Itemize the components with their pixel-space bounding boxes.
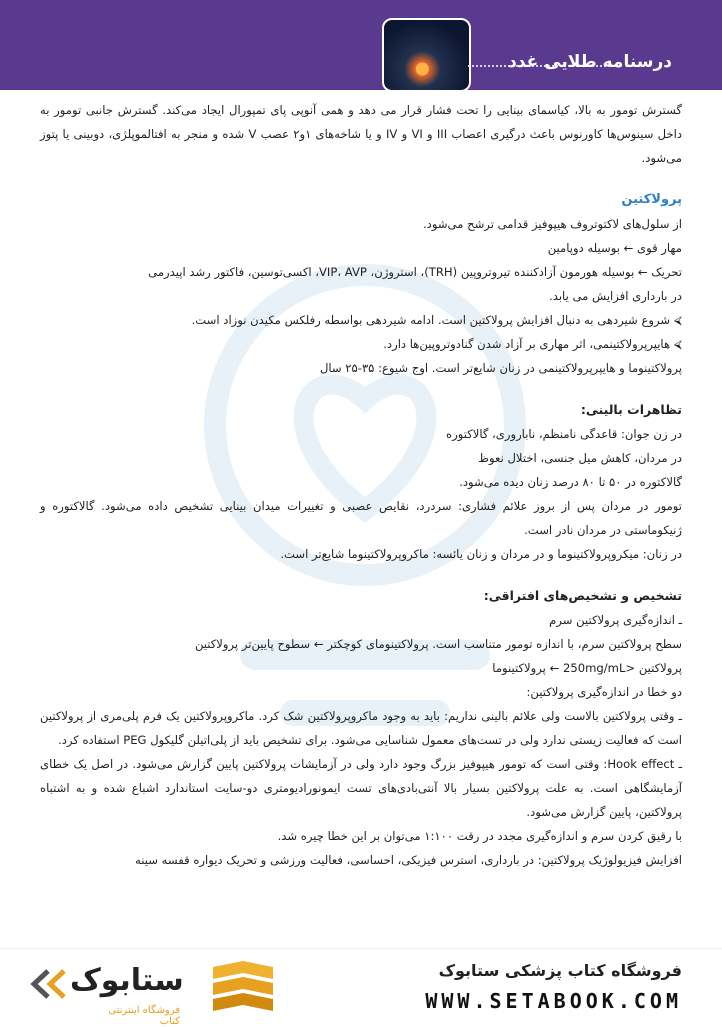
clinical-line: تومور در مردان پس از بروز علائم فشاری: سردرد، نقایص عصبی و تغییرات میدان بینایی تشخیص داده می‌شود. گالاکتوره و ژنیکوماستی در مردان نادر است.: [40, 499, 682, 537]
prolactin-line: ⮘ شروع شیردهی به دنبال افزایش پرولاکتین است. ادامه شیردهی بواسطه رفلکس مکیدن نوزاد است.: [191, 313, 682, 327]
diagnosis-line: افزایش فیزیولوژیک پرولاکتین: در بارداری، استرس فیزیکی، احساسی، فعالیت ورزشی و تحریک دیواره قفسه سینه: [135, 853, 682, 867]
shop-name: فروشگاه کتاب پزشکی ستابوک: [438, 961, 682, 980]
diagnosis-line: پرولاکتین <250mg/mL ← پرولاکتینوما: [492, 661, 682, 675]
diagnosis-line: با رقیق کردن سرم و اندازه‌گیری مجدد در رقت ۱:۱۰۰ می‌توان بر این خطا چیره شد.: [277, 829, 682, 843]
shop-url[interactable]: WWW.SETABOOK.COM: [425, 989, 682, 1013]
prolactin-line: ⮘ هایپرپرولاکتینمی، اثر مهاری بر آزاد شدن گنادوتروپین‌ها دارد.: [383, 337, 682, 351]
section-title-diagnosis: تشخیص و تشخیص‌های افتراقی:: [483, 588, 682, 603]
clinical-line: در مردان، کاهش میل جنسی، اختلال نعوظ: [478, 451, 682, 465]
prolactin-line: پرولاکتینوما و هایپرپرولاکتینمی در زنان شایع‌تر است. اوج شیوع: ۳۵-۲۵ سال: [319, 361, 682, 375]
diagnosis-line: ـ اندازه‌گیری پرولاکتین سرم: [549, 613, 682, 627]
prolactin-line: در بارداری افزایش می یابد.: [549, 289, 682, 303]
diagnosis-line: ـ وقتی پرولاکتین بالاست ولی علائم بالینی نداریم: باید به وجود ماکروپرولاکتین شک کرد. ماکروپرولاکتین یک فرم پلی‌مری از پرولاکتین است که فعالیت زیستی ندارد ولی در تست‌های معمول شناسایی می‌شود. برای تشخیص باید از پلی‌اتیلن گلیکول PEG استفاده کرد.: [40, 709, 682, 747]
page-footer: [0, 948, 722, 1025]
clinical-line: در زنان: میکروپرولاکتینوما و در مردان و زنان یائسه: ماکروپرولاکتینوما شایع‌تر است.: [280, 547, 682, 561]
diagnosis-line: سطح پرولاکتین سرم، با اندازه تومور متناسب است. پرولاکتینومای کوچکتر ← سطوح پایین‌تر پرولاکتین: [194, 637, 682, 651]
clinical-line: گالاکتوره در ۵۰ تا ۸۰ درصد زنان دیده می‌شود.: [459, 475, 682, 489]
section-title-clinical: تظاهرات بالینی:: [580, 402, 682, 417]
page-body: [40, 98, 682, 872]
intro-paragraph: گسترش تومور به بالا، کیاسمای بینایی را تحت فشار قرار می دهد و همی آنوپی پای تمپورال ایجاد می‌کند. گسترش جانبی تومور به داخل سینوس‌ها کاورنوس باعث درگیری اعصاب III و VI و IV و یا شاخه‌های ۱و۲ عصب V شده و منجر به افتالموپلژی، دوبینی یا پتوز می‌شود.: [40, 103, 682, 165]
chapter-title: درسنامه طلایی غدد: [508, 52, 672, 72]
prolactin-line: مهار قوی ← بوسیله دوپامین: [547, 241, 682, 255]
clinical-line: در زن جوان: قاعدگی نامنظم، ناباروری، گالاکتوره: [446, 427, 682, 441]
thyroid-illustration: [382, 18, 471, 92]
logo-text: ستابوک: [70, 963, 184, 998]
prolactin-line: از سلول‌های لاکتوتروف هیپوفیز قدامی ترشح می‌شود.: [423, 217, 682, 231]
diagnosis-line: ـ Hook effect: وقتی است که تومور هیپوفیز بزرگ وجود دارد ولی در آزمایشات پرولاکتین پایین گزارش می‌شود. در اصل یک خطای آزمایشگاهی است. به علت پرولاکتین بسیار بالا آنتی‌بادی‌های تست ایمونورادیومتری دو-سایت استاندارد اشباع شده و به اشتباه پرولاکتین، پایین گزارش می‌شود.: [40, 757, 682, 819]
book-chevron-icon: [208, 959, 278, 1015]
setabook-logo: [30, 959, 184, 1027]
page-header: [0, 0, 722, 90]
logo-mark-icon: [30, 967, 70, 1001]
diagnosis-line: دو خطا در اندازه‌گیری پرولاکتین:: [526, 685, 682, 699]
logo-subtitle: فروشگاه اینترنتی کتاب: [108, 1005, 180, 1027]
prolactin-line: تحریک ← بوسیله هورمون آزادکننده تیروتروپین (TRH)، استروژن، VIP، AVP، اکسی‌توسین، فاکتور رشد اپیدرمی: [148, 265, 682, 279]
section-title-prolactin: پرولاکتین: [621, 192, 682, 207]
